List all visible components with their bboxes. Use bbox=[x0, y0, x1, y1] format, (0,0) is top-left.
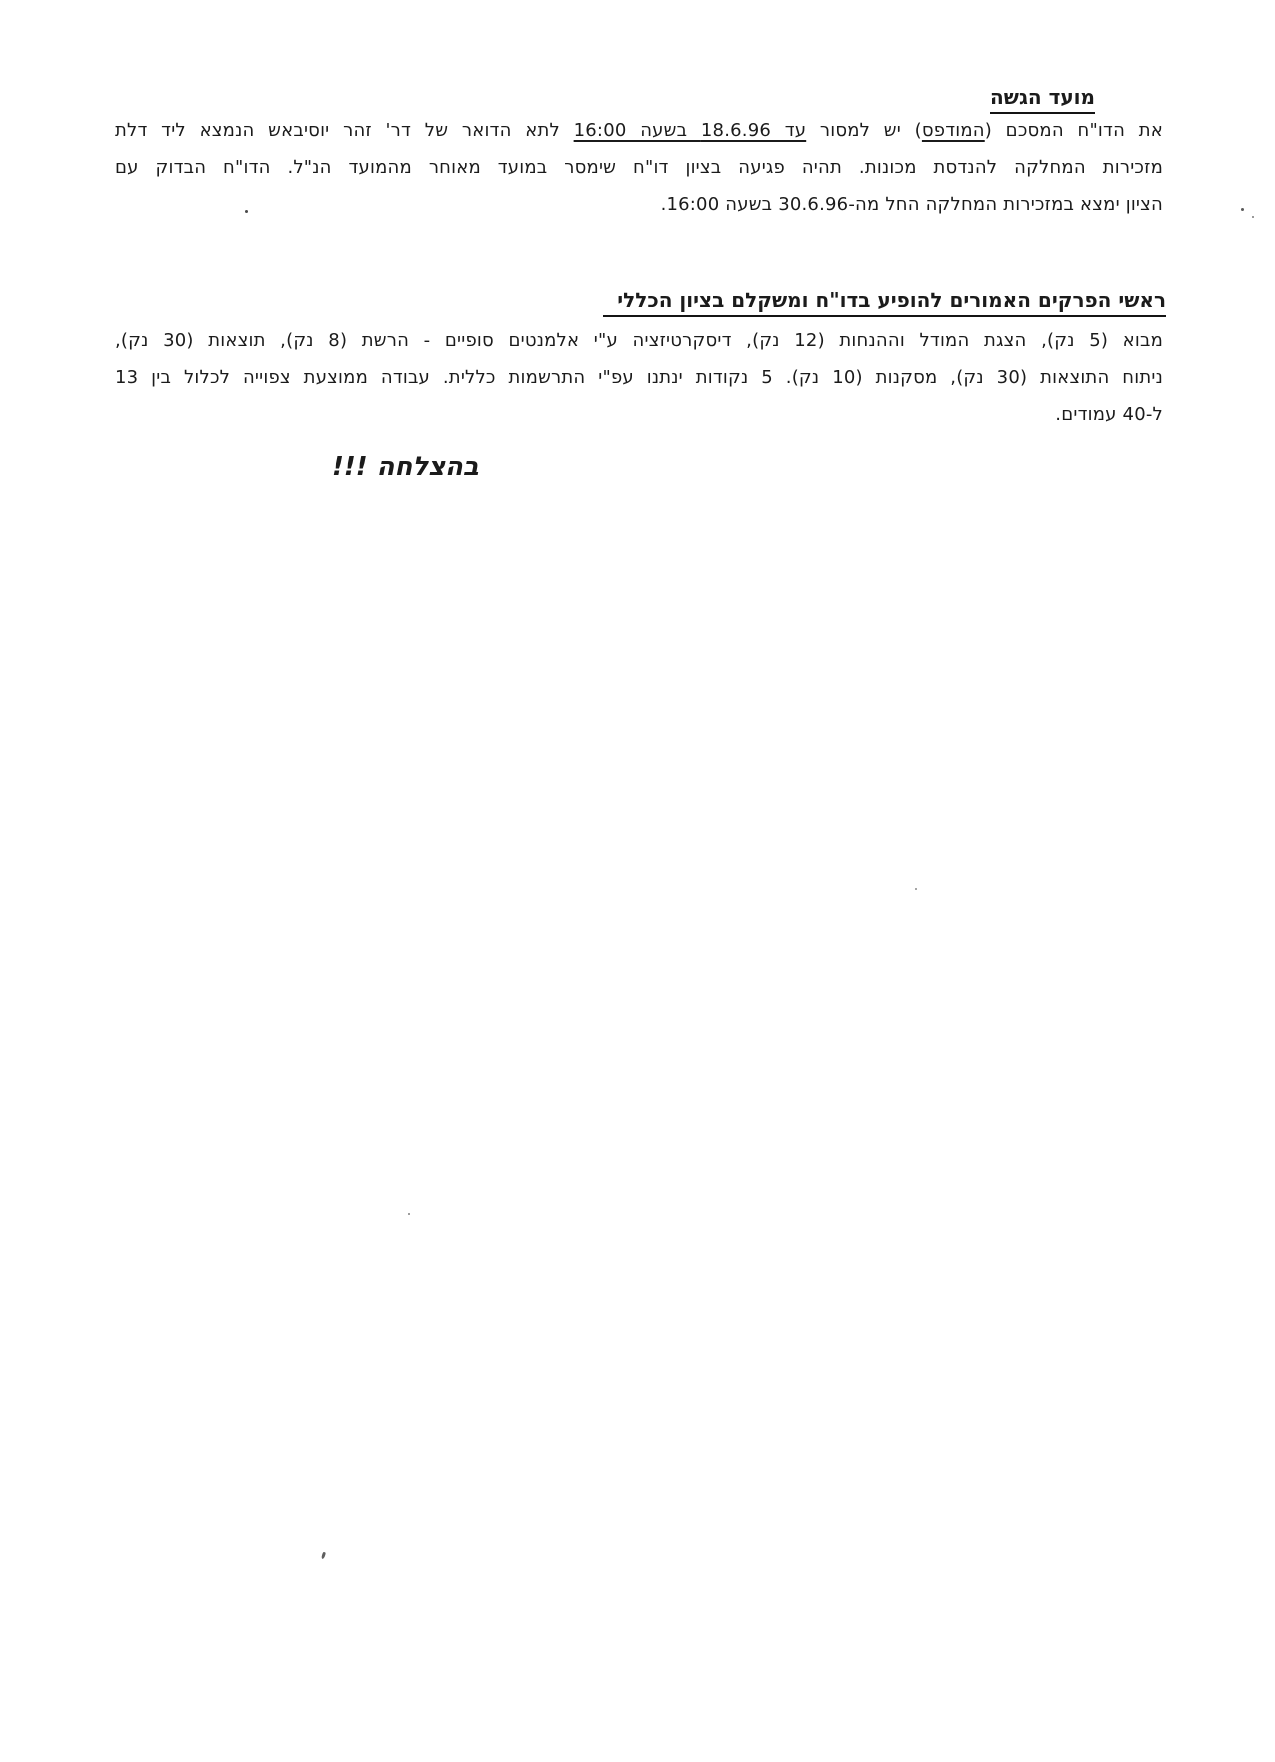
submission-date-heading-text: מועד הגשה bbox=[990, 84, 1095, 114]
paragraph-line: מבוא (5 נק), הצגת המודל וההנחות (12 נק), דיסקרטיזציה ע"י אלמנטים סופיים - הרשת (8 נק), תוצאות (30 נק), bbox=[115, 330, 1164, 351]
submission-paragraph bbox=[115, 112, 1163, 223]
para1-line1-seg3: ) יש למסור bbox=[806, 120, 922, 141]
paragraph-line bbox=[115, 112, 1163, 149]
paragraph-line: הציון ימצא במזכירות המחלקה החל מה-30.6.96 בשעה 16:00. bbox=[660, 194, 1163, 215]
section-heading-submission-date bbox=[990, 84, 1095, 114]
para1-line1-seg1: את הדו"ח המסכם ( bbox=[984, 120, 1163, 141]
good-luck-signoff: בהצלחה !!! bbox=[332, 452, 479, 482]
scan-speck bbox=[245, 210, 248, 213]
chapters-paragraph bbox=[115, 322, 1163, 433]
paragraph-line: ניתוח התוצאות (30 נק), מסקנות (10 נק). 5 נקודות ינתנו עפ"י התרשמות כללית. עבודה ממוצעת צפוייה לכלול בין 13 bbox=[115, 367, 1164, 388]
para1-line1-printed-underlined: המודפס bbox=[921, 120, 985, 141]
scan-speck bbox=[408, 1213, 410, 1215]
scan-speck bbox=[1241, 208, 1244, 211]
para1-line1-seg5: לתא הדואר של דר' זהר יוסיבאש הנמצא ליד דלת bbox=[115, 120, 574, 141]
section-heading-chapters-weights bbox=[603, 287, 1166, 317]
paragraph-line: ל-40 עמודים. bbox=[1055, 404, 1163, 425]
chapters-weights-heading-text: ראשי הפרקים האמורים להופיע בדו"ח ומשקלם בציון הכללי bbox=[603, 287, 1166, 317]
scan-speck bbox=[915, 888, 917, 890]
scan-speck bbox=[321, 1552, 326, 1560]
para1-line1-deadline-underlined: עד 18.6.96 בשעה 16:00 bbox=[573, 120, 807, 141]
scan-speck bbox=[1252, 216, 1254, 218]
paragraph-line: מזכירות המחלקה להנדסת מכונות. תהיה פגיעה בציון דו"ח שימסר במועד מאוחר מהמועד הנ"ל. הדו"ח הבדוק עם bbox=[115, 157, 1163, 178]
